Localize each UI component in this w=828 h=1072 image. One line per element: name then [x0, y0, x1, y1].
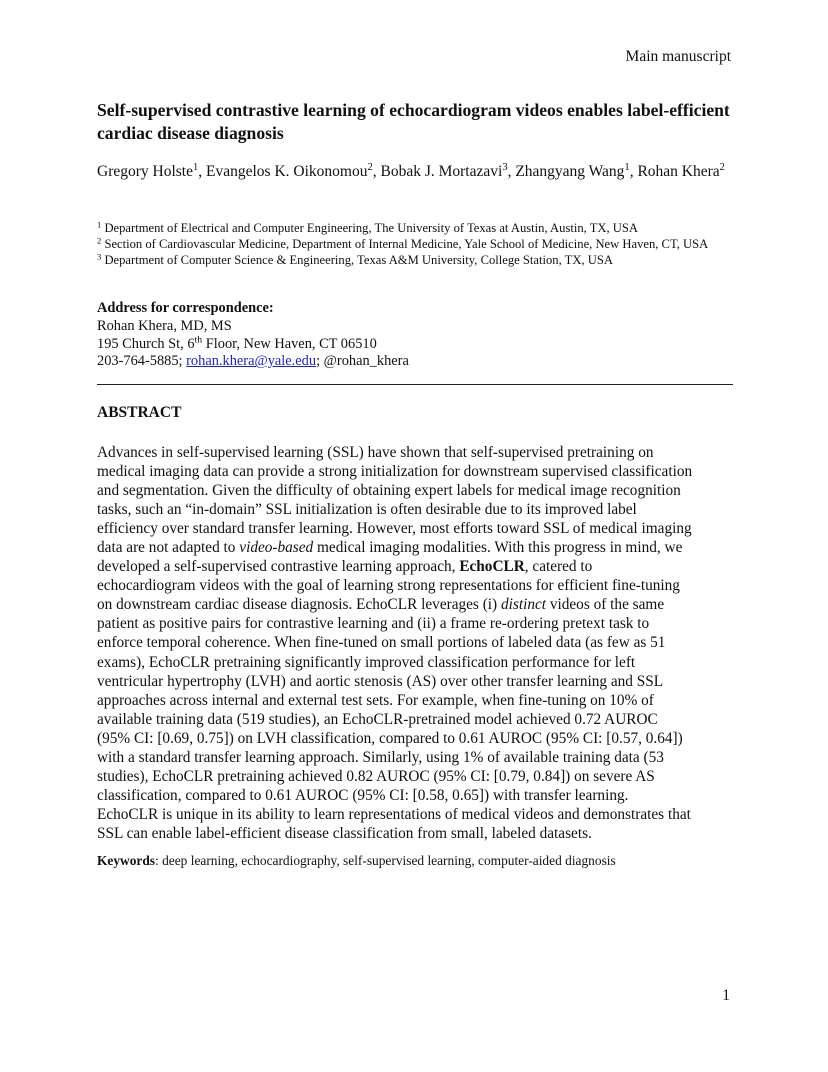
abstract-text: ventricular hypertrophy (LVH) and aortic stenosis (AS) over other transfer learning and SSL — [97, 672, 664, 690]
abstract-text: , catered to — [524, 558, 593, 576]
affiliation-text: Department of Electrical and Computer Engineering, The University of Texas at Austin, Austin, TX, USA — [104, 221, 638, 235]
abstract-text: classification, compared to 0.61 AUROC (95% CI: [0.58, 0.65]) with transfer learning. — [97, 786, 629, 804]
strong-text: EchoCLR — [459, 558, 525, 576]
abstract-text: echocardiogram videos with the goal of learning strong representations for efficient fine-tuning — [97, 577, 680, 595]
abstract-text: available training data (519 studies), an EchoCLR-pretrained model achieved 0.72 AUROC — [97, 710, 658, 728]
author-separator: , — [372, 163, 381, 180]
abstract-line — [97, 614, 737, 633]
affiliation-text: Section of Cardiovascular Medicine, Department of Internal Medicine, Yale School of Medicine, New Haven, CT, USA — [104, 237, 709, 252]
author-name: Bobak J. Mortazavi — [380, 163, 503, 180]
affiliation — [97, 220, 737, 236]
correspondence-heading: Address for correspondence: — [97, 300, 274, 316]
abstract-line — [97, 595, 737, 614]
paper-title: Self-supervised contrastive learning of echocardiogram videos enables label-efficient cardiac disease diagnosis — [97, 100, 730, 143]
abstract-text: enforce temporal coherence. When fine-tuned on small portions of labeled data (as few as 51 — [97, 634, 666, 652]
abstract-heading: ABSTRACT — [97, 404, 182, 421]
abstract-line — [97, 443, 737, 462]
author-affiliation-marker: 2 — [367, 162, 373, 174]
abstract-line — [97, 786, 737, 805]
abstract-text: (95% CI: [0.69, 0.75]) on LVH classification, compared to 0.61 AUROC (95% CI: [0.57, 0.64]) — [97, 729, 683, 747]
author-affiliation-marker: 3 — [502, 162, 508, 174]
abstract-text: and segmentation. Given the difficulty of obtaining expert labels for medical image recognition — [97, 482, 681, 500]
page-number: 1 — [722, 987, 730, 1004]
abstract-text: medical imaging modalities. With this progress in mind, we — [313, 539, 683, 557]
abstract-line — [97, 633, 737, 652]
abstract-text: studies), EchoCLR pretraining achieved 0.82 AUROC (95% CI: [0.79, 0.84]) on severe AS — [97, 767, 655, 785]
correspondence-name: Rohan Khera, MD, MS — [97, 317, 232, 334]
emphasis-text: distinct — [500, 596, 547, 614]
author-separator: , — [629, 163, 638, 180]
email-link[interactable]: rohan.khera@yale.edu — [186, 353, 317, 370]
abstract-line — [97, 653, 737, 672]
abstract-line — [97, 824, 737, 843]
affiliation-text: Department of Computer Science & Engineering, Texas A&M University, College Station, TX, USA — [104, 253, 613, 268]
correspondence-block — [97, 300, 737, 371]
abstract-line — [97, 710, 737, 729]
author-name: Gregory Holste — [97, 163, 193, 180]
address-street: 195 Church St, 6 — [97, 335, 195, 352]
author-affiliation-marker: 1 — [624, 162, 630, 174]
abstract-text: SSL can enable label-efficient disease classification from small, labeled datasets. — [97, 824, 592, 842]
author-list — [97, 162, 737, 182]
abstract-text: data are not adapted to — [97, 539, 240, 557]
abstract-line — [97, 672, 737, 691]
abstract-line — [97, 519, 737, 538]
correspondence-address — [97, 336, 737, 354]
author-separator: , — [198, 163, 207, 180]
phone-number: 203-764-5885; — [97, 353, 187, 370]
abstract-text: on downstream cardiac disease diagnosis. EchoCLR leverages (i) — [97, 596, 501, 614]
affiliation-number: 3 — [97, 251, 102, 262]
abstract-line — [97, 576, 737, 595]
affiliation-list — [97, 220, 737, 269]
affiliation — [97, 252, 737, 268]
abstract-text: exams), EchoCLR pretraining significantly improved classification performance for left — [97, 653, 636, 671]
affiliation-number: 2 — [97, 235, 102, 246]
abstract-line — [97, 462, 737, 481]
affiliation — [97, 236, 737, 252]
abstract-text: Advances in self-supervised learning (SSL) have shown that self-supervised pretraining on — [97, 444, 654, 461]
address-city: Floor, New Haven, CT 06510 — [202, 335, 377, 352]
keywords-label: Keywords — [97, 853, 156, 868]
abstract-line — [97, 729, 737, 748]
abstract-body — [97, 443, 737, 843]
abstract-text: with a standard transfer learning approach. Similarly, using 1% of available training data (53 — [97, 748, 664, 766]
abstract-text: efficiency over standard transfer learning. However, most efforts toward SSL of medical imaging — [97, 520, 692, 538]
author-affiliation-marker: 2 — [719, 162, 725, 174]
abstract-text: medical imaging data can provide a strong initialization for downstream supervised classification — [97, 463, 693, 481]
address-ordinal: th — [194, 334, 203, 346]
correspondence-contact — [97, 353, 737, 371]
abstract-text: patient as positive pairs for contrastive learning and (ii) a frame re-ordering pretext task to — [97, 615, 650, 633]
abstract-line — [97, 481, 737, 500]
author-separator: , — [507, 163, 516, 180]
abstract-line — [97, 557, 737, 576]
social-handle: ; @rohan_khera — [316, 353, 409, 370]
author-affiliation-marker: 1 — [193, 162, 199, 174]
abstract-text: approaches across internal and external test sets. For example, when fine-tuning on 10% of — [97, 691, 654, 709]
abstract-text: developed a self-supervised contrastive learning approach, — [97, 558, 460, 576]
abstract-text: tasks, such an “in-domain” SSL initialization is often desirable due to its improved label — [97, 501, 637, 519]
affiliation-number: 1 — [97, 219, 102, 230]
abstract-line — [97, 500, 737, 519]
author-name: Rohan Khera — [637, 163, 720, 180]
keywords-line — [97, 852, 757, 869]
abstract-line — [97, 805, 737, 824]
emphasis-text: video-based — [239, 539, 314, 557]
keywords-text: : deep learning, echocardiography, self-supervised learning, computer-aided diagnosis — [155, 853, 616, 868]
section-divider — [97, 384, 733, 385]
abstract-line — [97, 691, 737, 710]
author-name: Zhangyang Wang — [515, 163, 625, 180]
running-header: Main manuscript — [625, 48, 731, 65]
abstract-line — [97, 767, 737, 786]
abstract-text: EchoCLR is unique in its ability to learn representations of medical videos and demonstrates that — [97, 805, 691, 823]
abstract-text: videos of the same — [546, 596, 665, 614]
abstract-line — [97, 748, 737, 767]
author-name: Evangelos K. Oikonomou — [206, 163, 368, 180]
abstract-line — [97, 538, 737, 557]
